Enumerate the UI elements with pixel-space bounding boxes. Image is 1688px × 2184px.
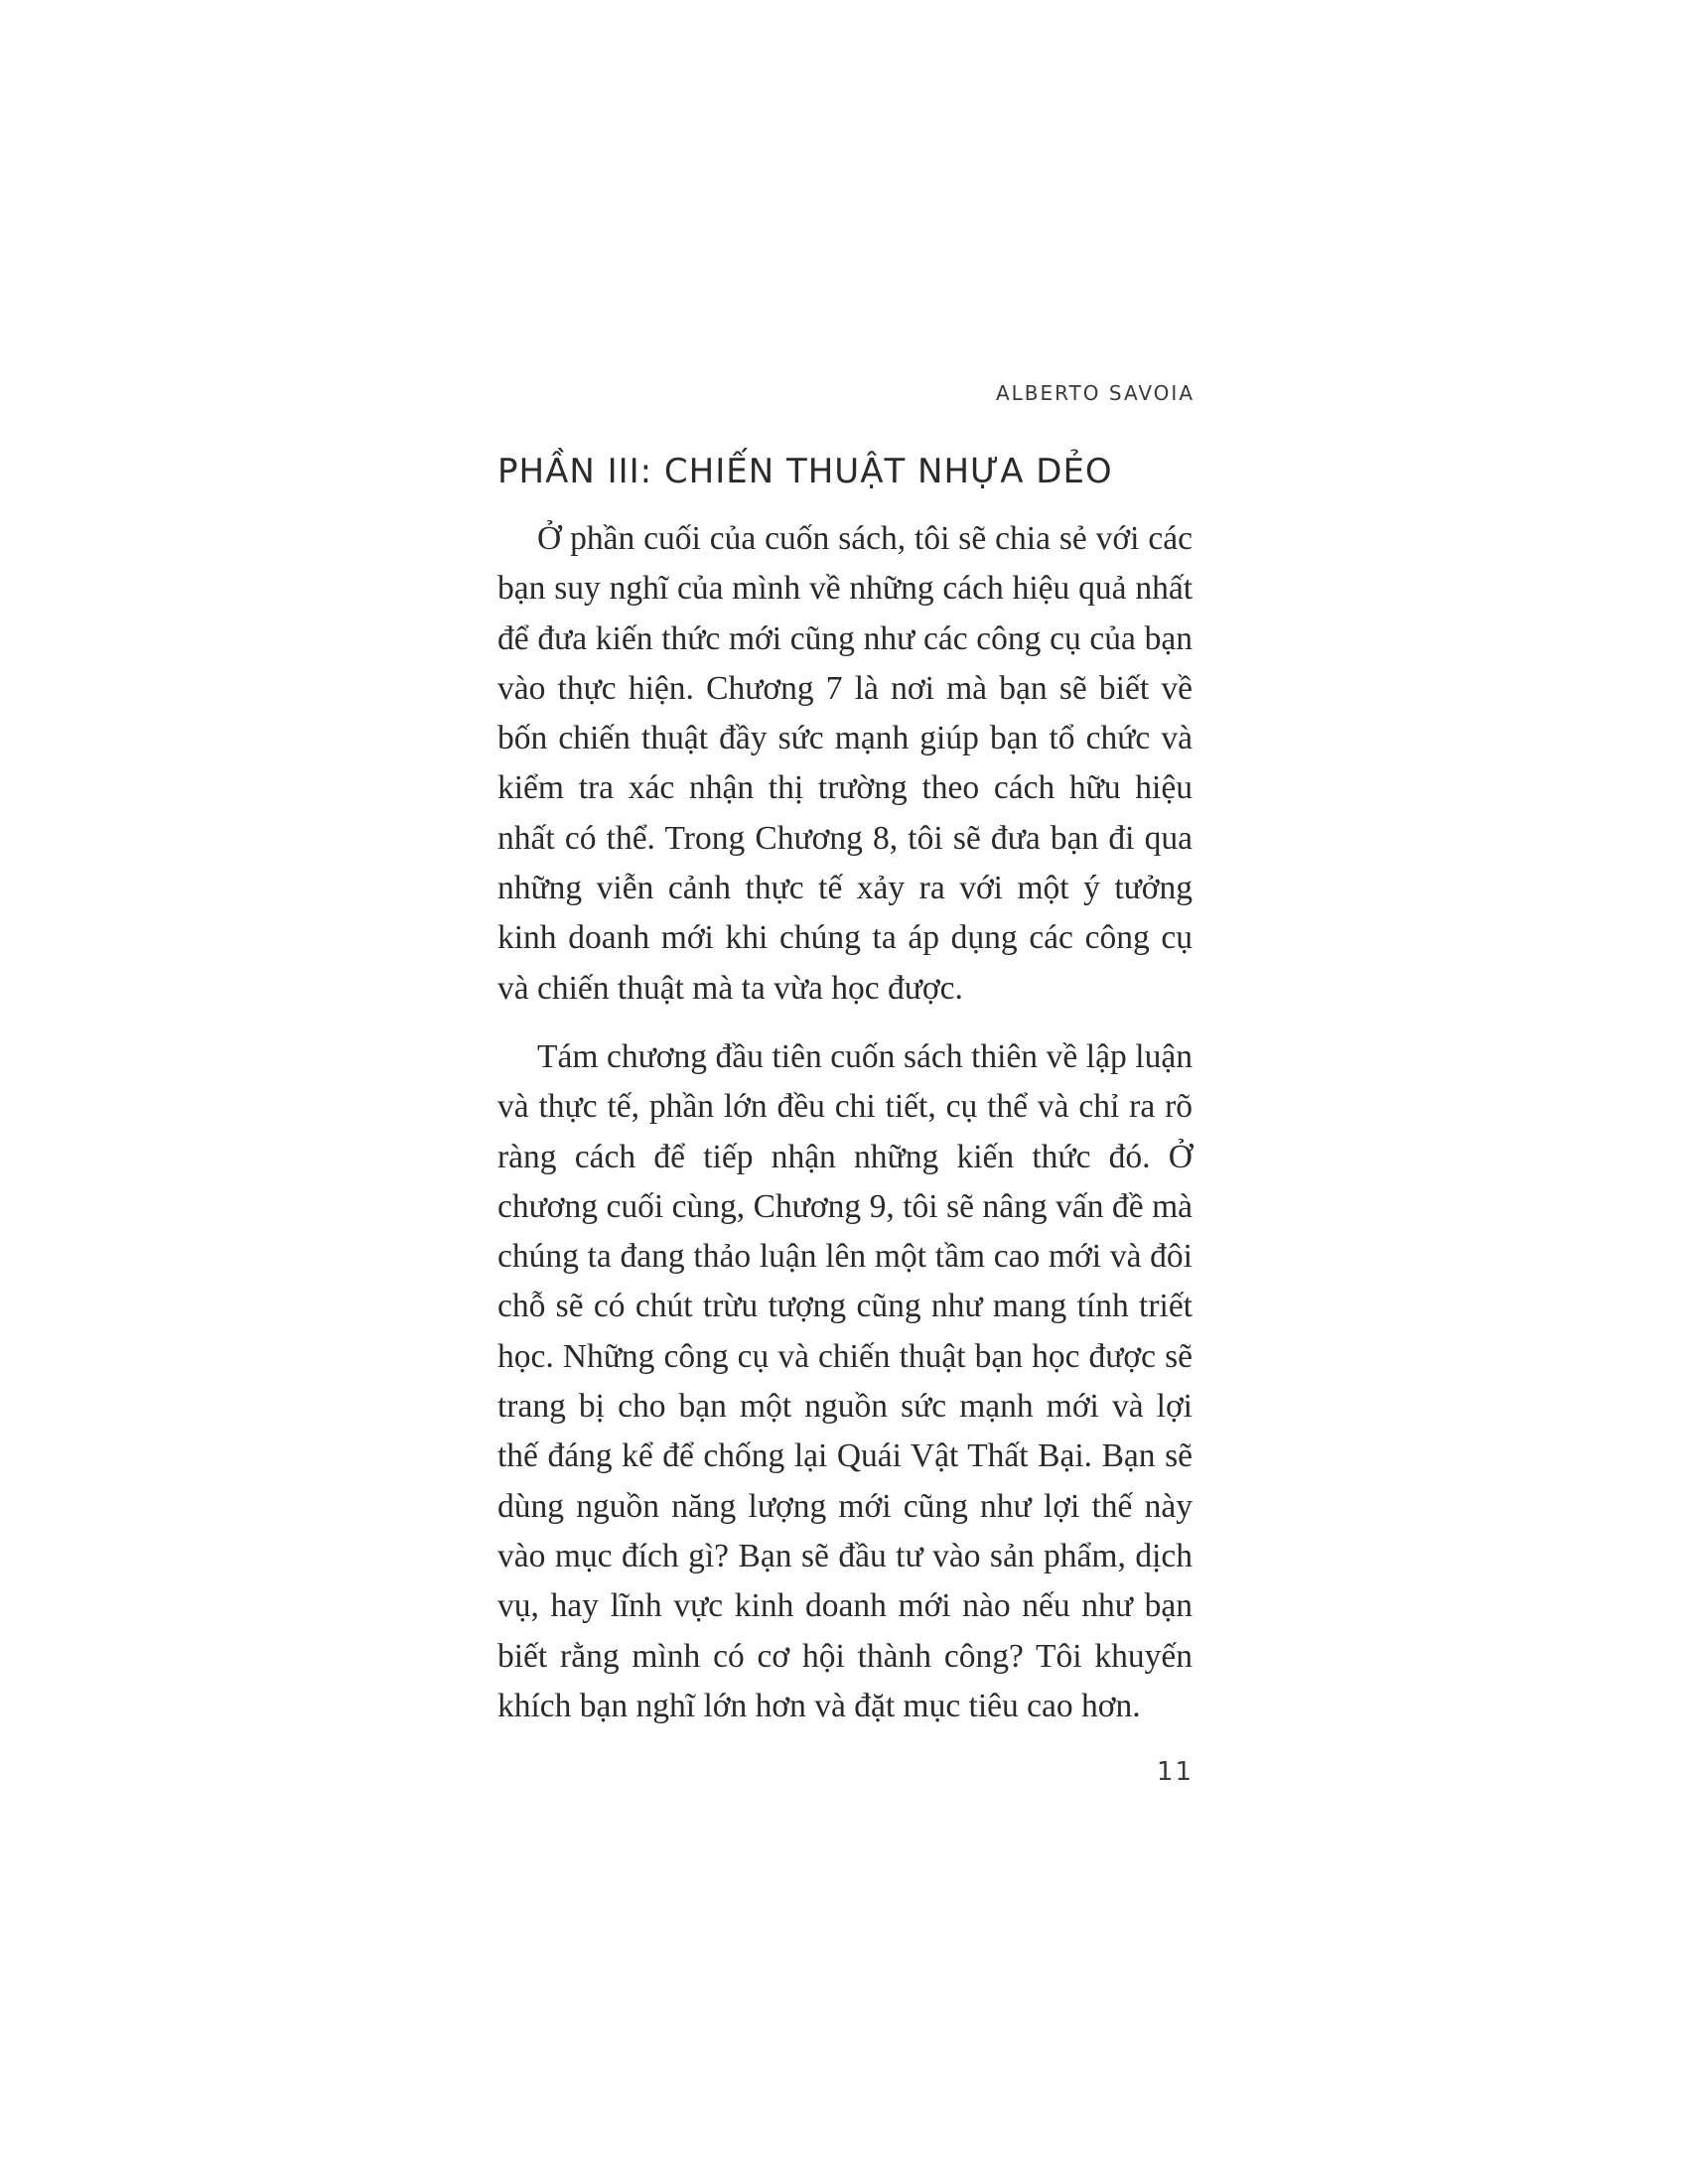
page-number: 11 bbox=[1156, 1757, 1194, 1787]
body-paragraph-2: Tám chương đầu tiên cuốn sách thiên về lập luận và thực tế, phần lớn đều chi tiết, cụ thể và chỉ ra rõ ràng cách để tiếp nhận những kiến thức đó. Ở chương cuối cùng, Chương 9, tôi sẽ nâng vấn đề mà chúng ta đang thảo luận lên một tầm cao mới và đôi chỗ sẽ có chút trừu tượng cũng như mang tính triết học. Những công cụ và chiến thuật bạn học được sẽ trang bị cho bạn một nguồn sức mạnh mới và lợi thế đáng kể để chống lại Quái Vật Thất Bại. Bạn sẽ dùng nguồn năng lượng mới cũng như lợi thế này vào mục đích gì? Bạn sẽ đầu tư vào sản phẩm, dịch vụ, hay lĩnh vực kinh doanh mới nào nếu như bạn biết rằng mình có cơ hội thành công? Tôi khuyến khích bạn nghĩ lớn hơn và đặt mục tiêu cao hơn. bbox=[497, 1038, 1193, 1724]
body-paragraph-1: Ở phần cuối của cuốn sách, tôi sẽ chia sẻ với các bạn suy nghĩ của mình về những cách hiệu quả nhất để đưa kiến thức mới cũng như các công cụ của bạn vào thực hiện. Chương 7 là nơi mà bạn sẽ biết về bốn chiến thuật đầy sức mạnh giúp bạn tổ chức và kiểm tra xác nhận thị trường theo cách hữu hiệu nhất có thể. Trong Chương 8, tôi sẽ đưa bạn đi qua những viễn cảnh thực tế xảy ra với một ý tưởng kinh doanh mới khi chúng ta áp dụng các công cụ và chiến thuật mà ta vừa học được. bbox=[497, 520, 1193, 1007]
section-title: PHẦN III: CHIẾN THUẬT NHỰA DẺO bbox=[497, 452, 1113, 491]
running-header-author: ALBERTO SAVOIA bbox=[995, 381, 1195, 405]
